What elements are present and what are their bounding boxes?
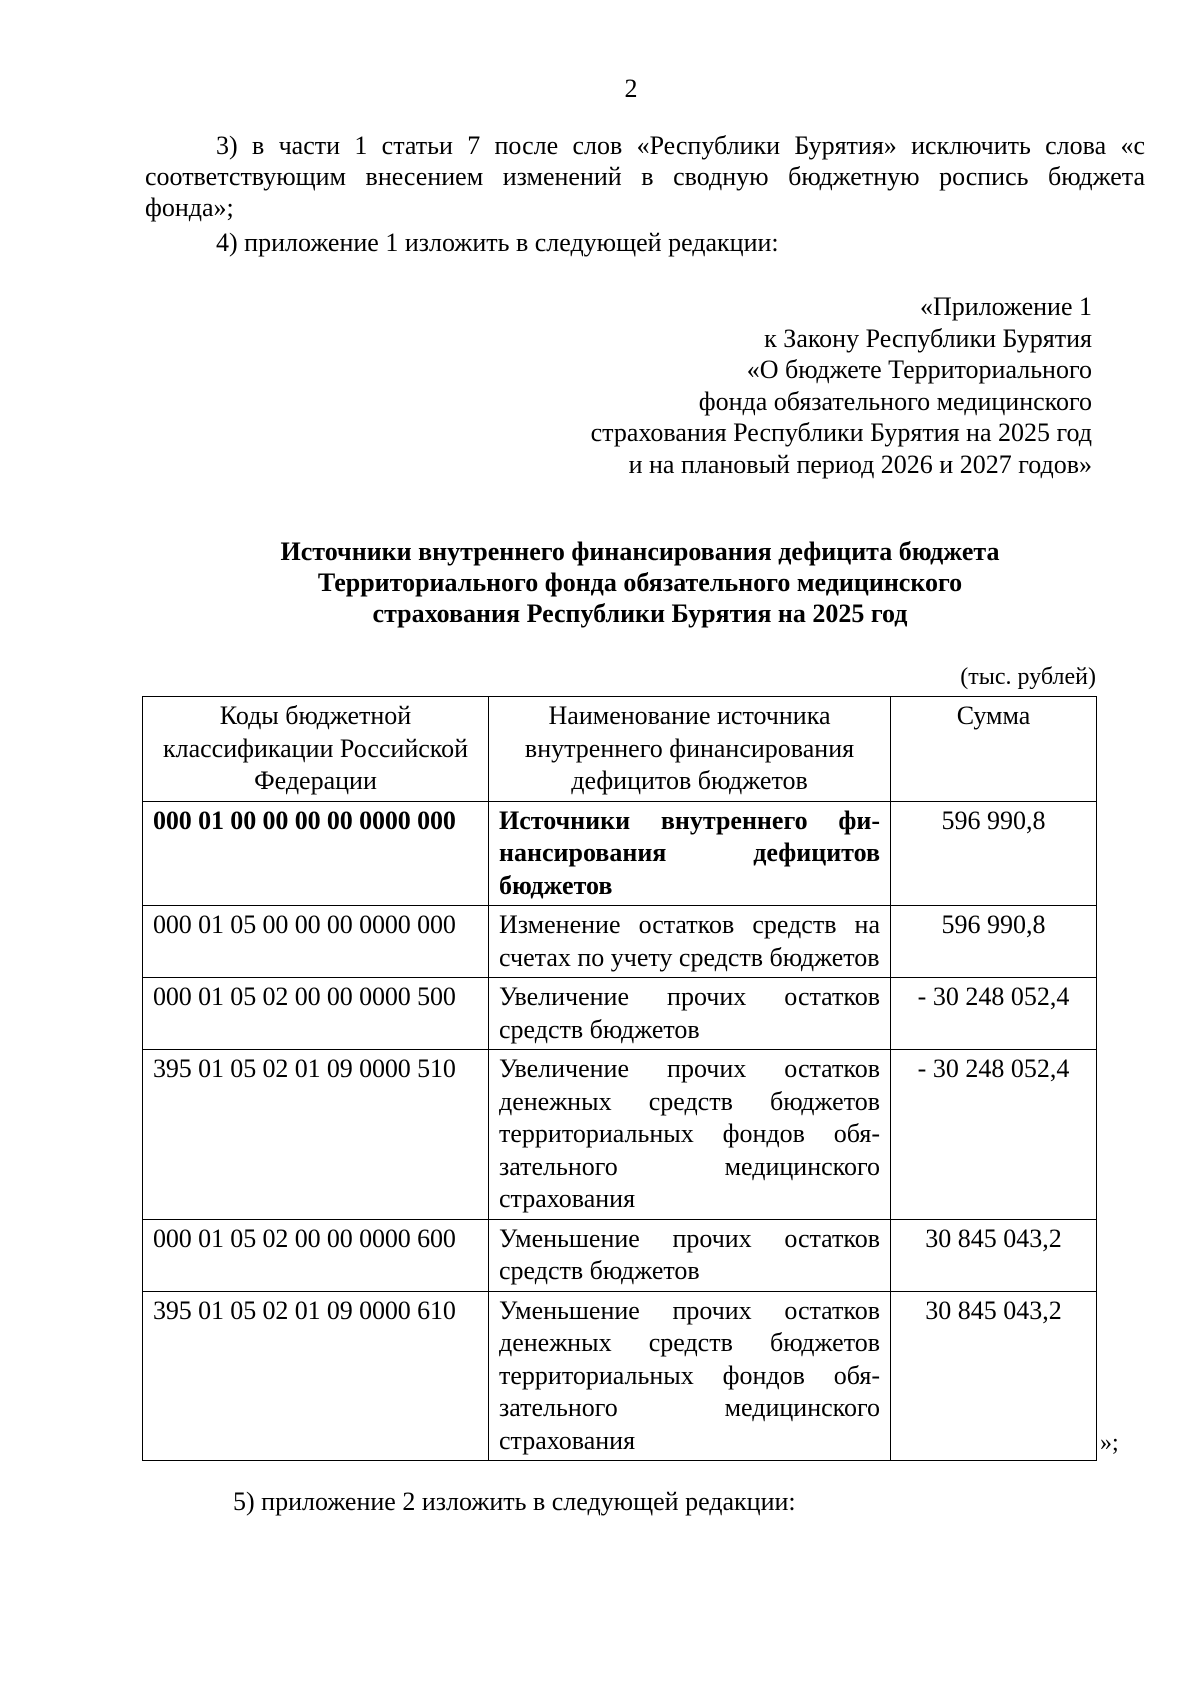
code-cell: 000 01 05 02 00 00 0000 500 [143,978,489,1050]
table-row [143,1050,1097,1220]
name-cell: Увеличение прочих остатков средств бюджетов [489,978,891,1050]
name-cell: Уменьшение прочих остатков средств бюджетов [489,1219,891,1291]
financing-sources-table [142,696,1097,1461]
code-cell: 395 01 05 02 01 09 0000 610 [143,1291,489,1461]
approval-line: «Приложение 1 [919,292,1092,321]
approval-line: «О бюджете Территориального [746,355,1092,384]
amendment-paragraph-3: 3) в части 1 статьи 7 после слов «Республики Бурятия» исключить слова «с соответствующим внесением изменений в сводную бюджетную роспись бюджета фонда»; [145,131,1145,222]
sum-cell: - 30 248 052,4 [891,1050,1097,1220]
code-cell: 000 01 00 00 00 00 0000 000 [143,801,489,906]
sum-cell: 596 990,8 [891,906,1097,978]
table-row [143,1291,1097,1461]
sum-cell: 596 990,8 [891,801,1097,906]
approval-line: и на плановый период 2026 и 2027 годов» [628,449,1092,479]
title-line: Территориального фонда обязательного медицинского [317,568,963,597]
table-row [143,978,1097,1050]
sum-cell: 30 845 043,2 [891,1219,1097,1291]
header-sum: Сумма [891,697,1097,802]
header-name: Наименование источника внутреннего финансирования дефицитов бюджетов [489,697,891,802]
approval-line: к Закону Республики Бурятия [764,323,1092,353]
name-cell: Изменение остатков средств на счетах по учету средств бюджетов [489,906,891,978]
title-line: страхования Республики Бурятия на 2025 год [372,599,908,628]
amendment-paragraph-5: 5) приложение 2 изложить в следующей редакции: [233,1487,796,1516]
sum-cell: - 30 248 052,4 [891,978,1097,1050]
header-code: Коды бюджетной классификации Российской Федерации [143,697,489,802]
approval-line: фонда обязательного медицинского [698,386,1092,416]
units-label: (тыс. рублей) [960,664,1096,690]
table-row [143,906,1097,978]
code-cell: 000 01 05 00 00 00 0000 000 [143,906,489,978]
approval-line: страхования Республики Бурятия на 2025 год [590,418,1092,447]
name-cell: Источники внутреннего финансирования дефицитов бюджетов [489,801,891,906]
code-cell: 000 01 05 02 00 00 0000 600 [143,1219,489,1291]
appendix-approval-block [500,291,1092,480]
name-cell: Уменьшение прочих остатков денежных средств бюджетов территориальных фондов обязательного медицинского страхования [489,1291,891,1461]
closing-quote-mark: »; [1100,1430,1119,1456]
document-title [140,536,1140,629]
table-row [143,1219,1097,1291]
name-cell: Увеличение прочих остатков денежных средств бюджетов территориальных фондов обязательного медицинского страхования [489,1050,891,1220]
page-number: 2 [624,74,638,103]
sum-cell: 30 845 043,2 [891,1291,1097,1461]
title-line: Источники внутреннего финансирования дефицита бюджета [280,537,1000,566]
table-header-row [143,697,1097,802]
amendment-paragraph-4: 4) приложение 1 изложить в следующей редакции: [216,228,779,257]
code-cell: 395 01 05 02 01 09 0000 510 [143,1050,489,1220]
table-row [143,801,1097,906]
